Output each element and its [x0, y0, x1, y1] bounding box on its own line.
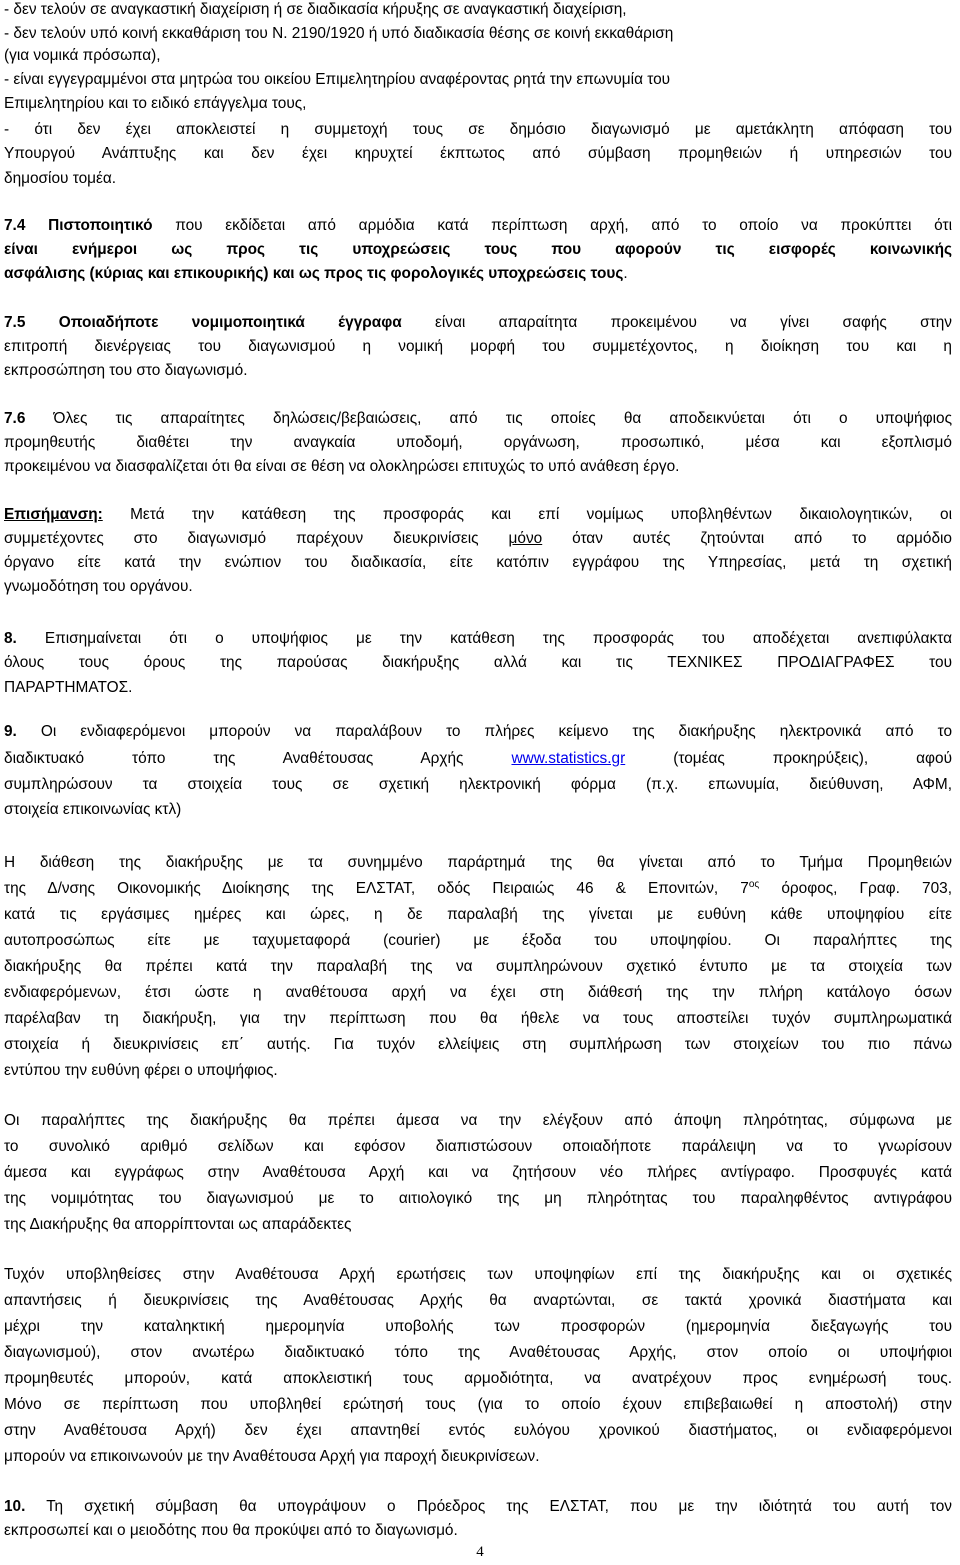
list-item: Επιμελητηρίου και το ειδικό επάγγελμα τους,	[4, 95, 307, 112]
section-text: (τομέας προκηρύξεις), αφού	[625, 750, 952, 767]
paragraph-line: της νομιμότητας του διαγωνισμού με το αιτιολογικό της μη πληρότητας του παραληφθέντος αντιγράφου	[4, 1190, 952, 1207]
paragraph-line: το συνολικό αριθμό σελίδων και εφόσον διαπιστώσουν οποιαδήποτε παράλειψη να το γνωρίσουν	[4, 1138, 952, 1155]
paragraph-line: διαγωνισμού), στον ανωτέρω διαδικτυακό τόπο της Αναθέτουσας Αρχής, στον οποίο οι υποψήφιοι	[4, 1344, 952, 1361]
section-8-line: ΠΑΡΑΡΤΗΜΑΤΟΣ.	[4, 679, 133, 696]
paragraph-line: μπορούν να επικοινωνούν με την Αναθέτουσα Αρχή για παροχή διευκρινίσεων.	[4, 1448, 540, 1465]
section-heading: Οποιαδήποτε νομιμοποιητικά έγγραφα	[58, 314, 402, 331]
section-text: Επισημαίνεται ότι ο υποψήφιος με την κατάθεση της προσφοράς του αποδέχεται ανεπιφύλακτα	[16, 630, 952, 647]
section-8-line: όλους τους όρους της παρούσας διακήρυξης αλλά και τις ΤΕΧΝΙΚΕΣ ΠΡΟΔΙΑΓΡΑΦΕΣ του	[4, 654, 952, 671]
paragraph-line: Η διάθεση της διακήρυξης με τα συνημμένο παράρτημά της θα γίνεται από το Τμήμα Προμηθειών	[4, 854, 952, 871]
underlined-word: μόνο	[508, 530, 543, 547]
paragraph-line: στην Αναθέτουσα Αρχή) δεν έχει απαντηθεί εντός ευλόγου χρονικού διαστήματος, οι ενδιαφερόμενοι	[4, 1422, 952, 1439]
superscript: ος	[748, 878, 760, 890]
section-7-5-line: επιτροπή διενέργειας του διαγωνισμού η νομική μορφή του συμμετέχοντος, η διοίκηση του και η	[4, 338, 952, 355]
list-item: - είναι εγγεγραμμένοι στα μητρώα του οικείου Επιμελητηρίου αναφέροντας ρητά την επωνυμία του	[4, 71, 671, 88]
section-text: όροφος, Γραφ. 703,	[759, 880, 952, 897]
section-number: 9.	[4, 723, 17, 740]
section-text: Μετά την κατάθεση της προσφοράς και επί νομίμως υποβληθέντων δικαιολογητικών, οι	[102, 506, 952, 523]
paragraph-line: απαντήσεις ή διευκρινίσεις της Αναθέτουσας Αρχής θα αναρτώνται, σε τακτά χρονικά διαστήματα και	[4, 1292, 952, 1309]
list-item: (για νομικά πρόσωπα),	[4, 47, 161, 64]
paragraph-line: Μόνο σε περίπτωση που υποβληθεί ερώτησή τους (για το οποίο έχουν επιβεβαιωθεί η αποστολή) στην	[4, 1396, 952, 1413]
paragraph-line: στοιχεία ή διευκρινίσεις επ΄ αυτής. Για τυχόν ελλείψεις στη συμπλήρωση των στοιχείων του πιο πάνω	[4, 1036, 952, 1053]
section-7-4-line: είναι ενήμεροι ως προς τις υποχρεώσεις τους που αφορούν τις εισφορές κοινωνικής	[4, 241, 952, 258]
paragraph-line: ενδιαφερόμενων, έτσι ώστε η αναθέτουσα αρχή να έχει στη διάθεσή της την πλήρη κατάλογο όσων	[4, 984, 952, 1001]
list-item: - ότι δεν έχει αποκλειστεί η συμμετοχή τους σε δημόσιο διαγωνισμό με αμετάκλητη απόφαση του	[4, 121, 952, 138]
section-text: Οι ενδιαφερόμενοι μπορούν να παραλάβουν το πλήρες κείμενο της διακήρυξης ηλεκτρονικά από το	[16, 723, 952, 740]
list-item: - δεν τελούν υπό κοινή εκκαθάριση του Ν. 2190/1920 ή υπό διαδικασία θέσης σε κοινή εκκαθάριση	[4, 25, 674, 42]
page-number: 4	[476, 1544, 484, 1560]
section-text: Τη σχετική σύμβαση θα υπογράψουν ο Πρόεδρος της ΕΛΣΤΑΤ, που με την ιδιότητά του αυτή τον	[25, 1498, 952, 1515]
section-10-line	[4, 1497, 952, 1517]
section-text: Όλες τις απαραίτητες δηλώσεις/βεβαιώσεις, από τις οποίες θα αποδεικνύεται ότι ο υποψήφιος	[25, 410, 952, 427]
section-number: 8.	[4, 630, 17, 647]
paragraph-line: προμηθευτές μπορούν, κατά αποκλειστική τους αρμοδιότητα, να ανατρέχουν προς ενημέρωσή τους.	[4, 1370, 952, 1387]
section-7-5-line: εκπροσώπηση του στο διαγωνισμό.	[4, 362, 248, 379]
section-text: .	[623, 265, 628, 282]
section-9-line	[4, 722, 952, 742]
section-text: είναι απαραίτητα προκειμένου να γίνει σαφής στην	[401, 314, 952, 331]
paragraph-line: της Διακήρυξης θα απορρίπτονται ως απαράδεκτες	[4, 1216, 352, 1233]
paragraph-line: αυτοπροσώπως είτε με ταχυμεταφορά (courier) με έξοδα του υποψηφίου. Οι παραλήπτες της	[4, 932, 952, 949]
section-heading: Πιστοποιητικό	[48, 217, 153, 234]
paragraph-line: παρέλαβαν τη διακήρυξη, για την περίπτωση που θα ήθελε να τους αποστείλει τυχόν συμπληρωματικά	[4, 1010, 952, 1027]
paragraph-line: εντύπου την ευθύνη φέρει ο υποψήφιος.	[4, 1062, 278, 1079]
section-7-4-line	[4, 216, 952, 236]
section-number: 10.	[4, 1498, 26, 1515]
paragraph-line: άμεσα και εγγράφως στην Αναθέτουσα Αρχή και να ζητήσουν νέο πλήρες αντίγραφο. Προσφυγές κατά	[4, 1164, 952, 1181]
paragraph-line	[4, 879, 952, 899]
paragraph-line: Οι παραλήπτες της διακήρυξης θα πρέπει άμεσα να την ελέγξουν από άποψη πληρότητας, σύμφωνα με	[4, 1112, 952, 1129]
section-number: 7.6	[4, 410, 26, 427]
note-line: όργανο είτε κατά την ενώπιον του διαδικασία, είτε κατόπιν εγγράφου της Υπηρεσίας, μετά τη σχετική	[4, 554, 952, 571]
paragraph-line: μέχρι την καταληκτική ημερομηνία υποβολής των προσφορών (ημερομηνία διεξαγωγής του	[4, 1318, 952, 1335]
note-line	[4, 505, 952, 525]
list-item: δημοσίου τομέα.	[4, 170, 117, 187]
note-line	[4, 529, 952, 549]
section-text: ασφάλισης (κύριας και επικουρικής) και ως προς τις φορολογικές υποχρεώσεις τους	[4, 265, 624, 282]
section-9-line	[4, 749, 952, 769]
paragraph-line: κατά τις εργάσιμες ημέρες και ώρες, η δε παραλαβή της γίνεται με ευθύνη κάθε υποψηφίου είτε	[4, 906, 952, 923]
list-item: - δεν τελούν σε αναγκαστική διαχείριση ή σε διαδικασία κήρυξης σε αναγκαστική διαχείριση,	[4, 1, 627, 18]
section-text: της Δ/νσης Οικονομικής Διοίκησης της ΕΛΣΤΑΤ, οδός Πειραιώς 46 & Επονιτών, 7	[4, 880, 749, 897]
paragraph-line: Τυχόν υποβληθείσες στην Αναθέτουσα Αρχή ερωτήσεις των υποψηφίων επί της διακήρυξης και οι σχετικές	[4, 1266, 952, 1283]
section-text: όταν αυτές ζητούνται από το αρμόδιο	[542, 530, 952, 547]
section-9-line: συμπληρώσουν τα στοιχεία τους σε σχετική ηλεκτρονική φόρμα (π.χ. επωνυμία, διεύθυνση, ΑΦΜ,	[4, 776, 952, 793]
section-8-line	[4, 629, 952, 649]
section-number: 7.4	[4, 217, 26, 234]
section-7-6-line: προκειμένου να διασφαλίζεται ότι θα είναι σε θέση να ολοκληρώσει επιτυχώς το υπό ανάθεση έργο.	[4, 458, 680, 475]
list-item: Υπουργού Ανάπτυξης και δεν έχει κηρυχτεί έκπτωτος από σύμβαση προμηθειών ή υπηρεσιών του	[4, 145, 952, 162]
section-7-5-line	[4, 313, 952, 333]
section-7-4-line	[4, 264, 952, 284]
note-line: γνωμοδότηση του οργάνου.	[4, 578, 193, 595]
website-link[interactable]: www.statistics.gr	[511, 750, 626, 767]
section-9-line: στοιχεία επικοινωνίας κτλ)	[4, 801, 182, 818]
note-heading: Επισήμανση:	[4, 506, 103, 523]
section-number: 7.5	[4, 314, 26, 331]
section-10-line: εκπροσωπεί και ο μειοδότης που θα προκύψει από το διαγωνισμό.	[4, 1522, 458, 1539]
section-text: που εκδίδεται από αρμόδια κατά περίπτωση αρχή, από το οποίο να προκύπτει ότι	[152, 217, 952, 234]
paragraph-line: διακήρυξης θα πρέπει κατά την παραλαβή της να συμπληρώνουν σχετικό έντυπο με τα στοιχεία των	[4, 958, 952, 975]
section-text: συμμετέχοντες στο διαγωνισμό παρέχουν διευκρινίσεις	[4, 530, 509, 547]
section-text: διαδικτυακό τόπο της Αναθέτουσας Αρχής	[4, 750, 512, 767]
section-7-6-line: προμηθευτής διαθέτει την αναγκαία υποδομή, οργάνωση, προσωπικό, μέσα και εξοπλισμό	[4, 434, 952, 451]
section-7-6-line	[4, 409, 952, 429]
